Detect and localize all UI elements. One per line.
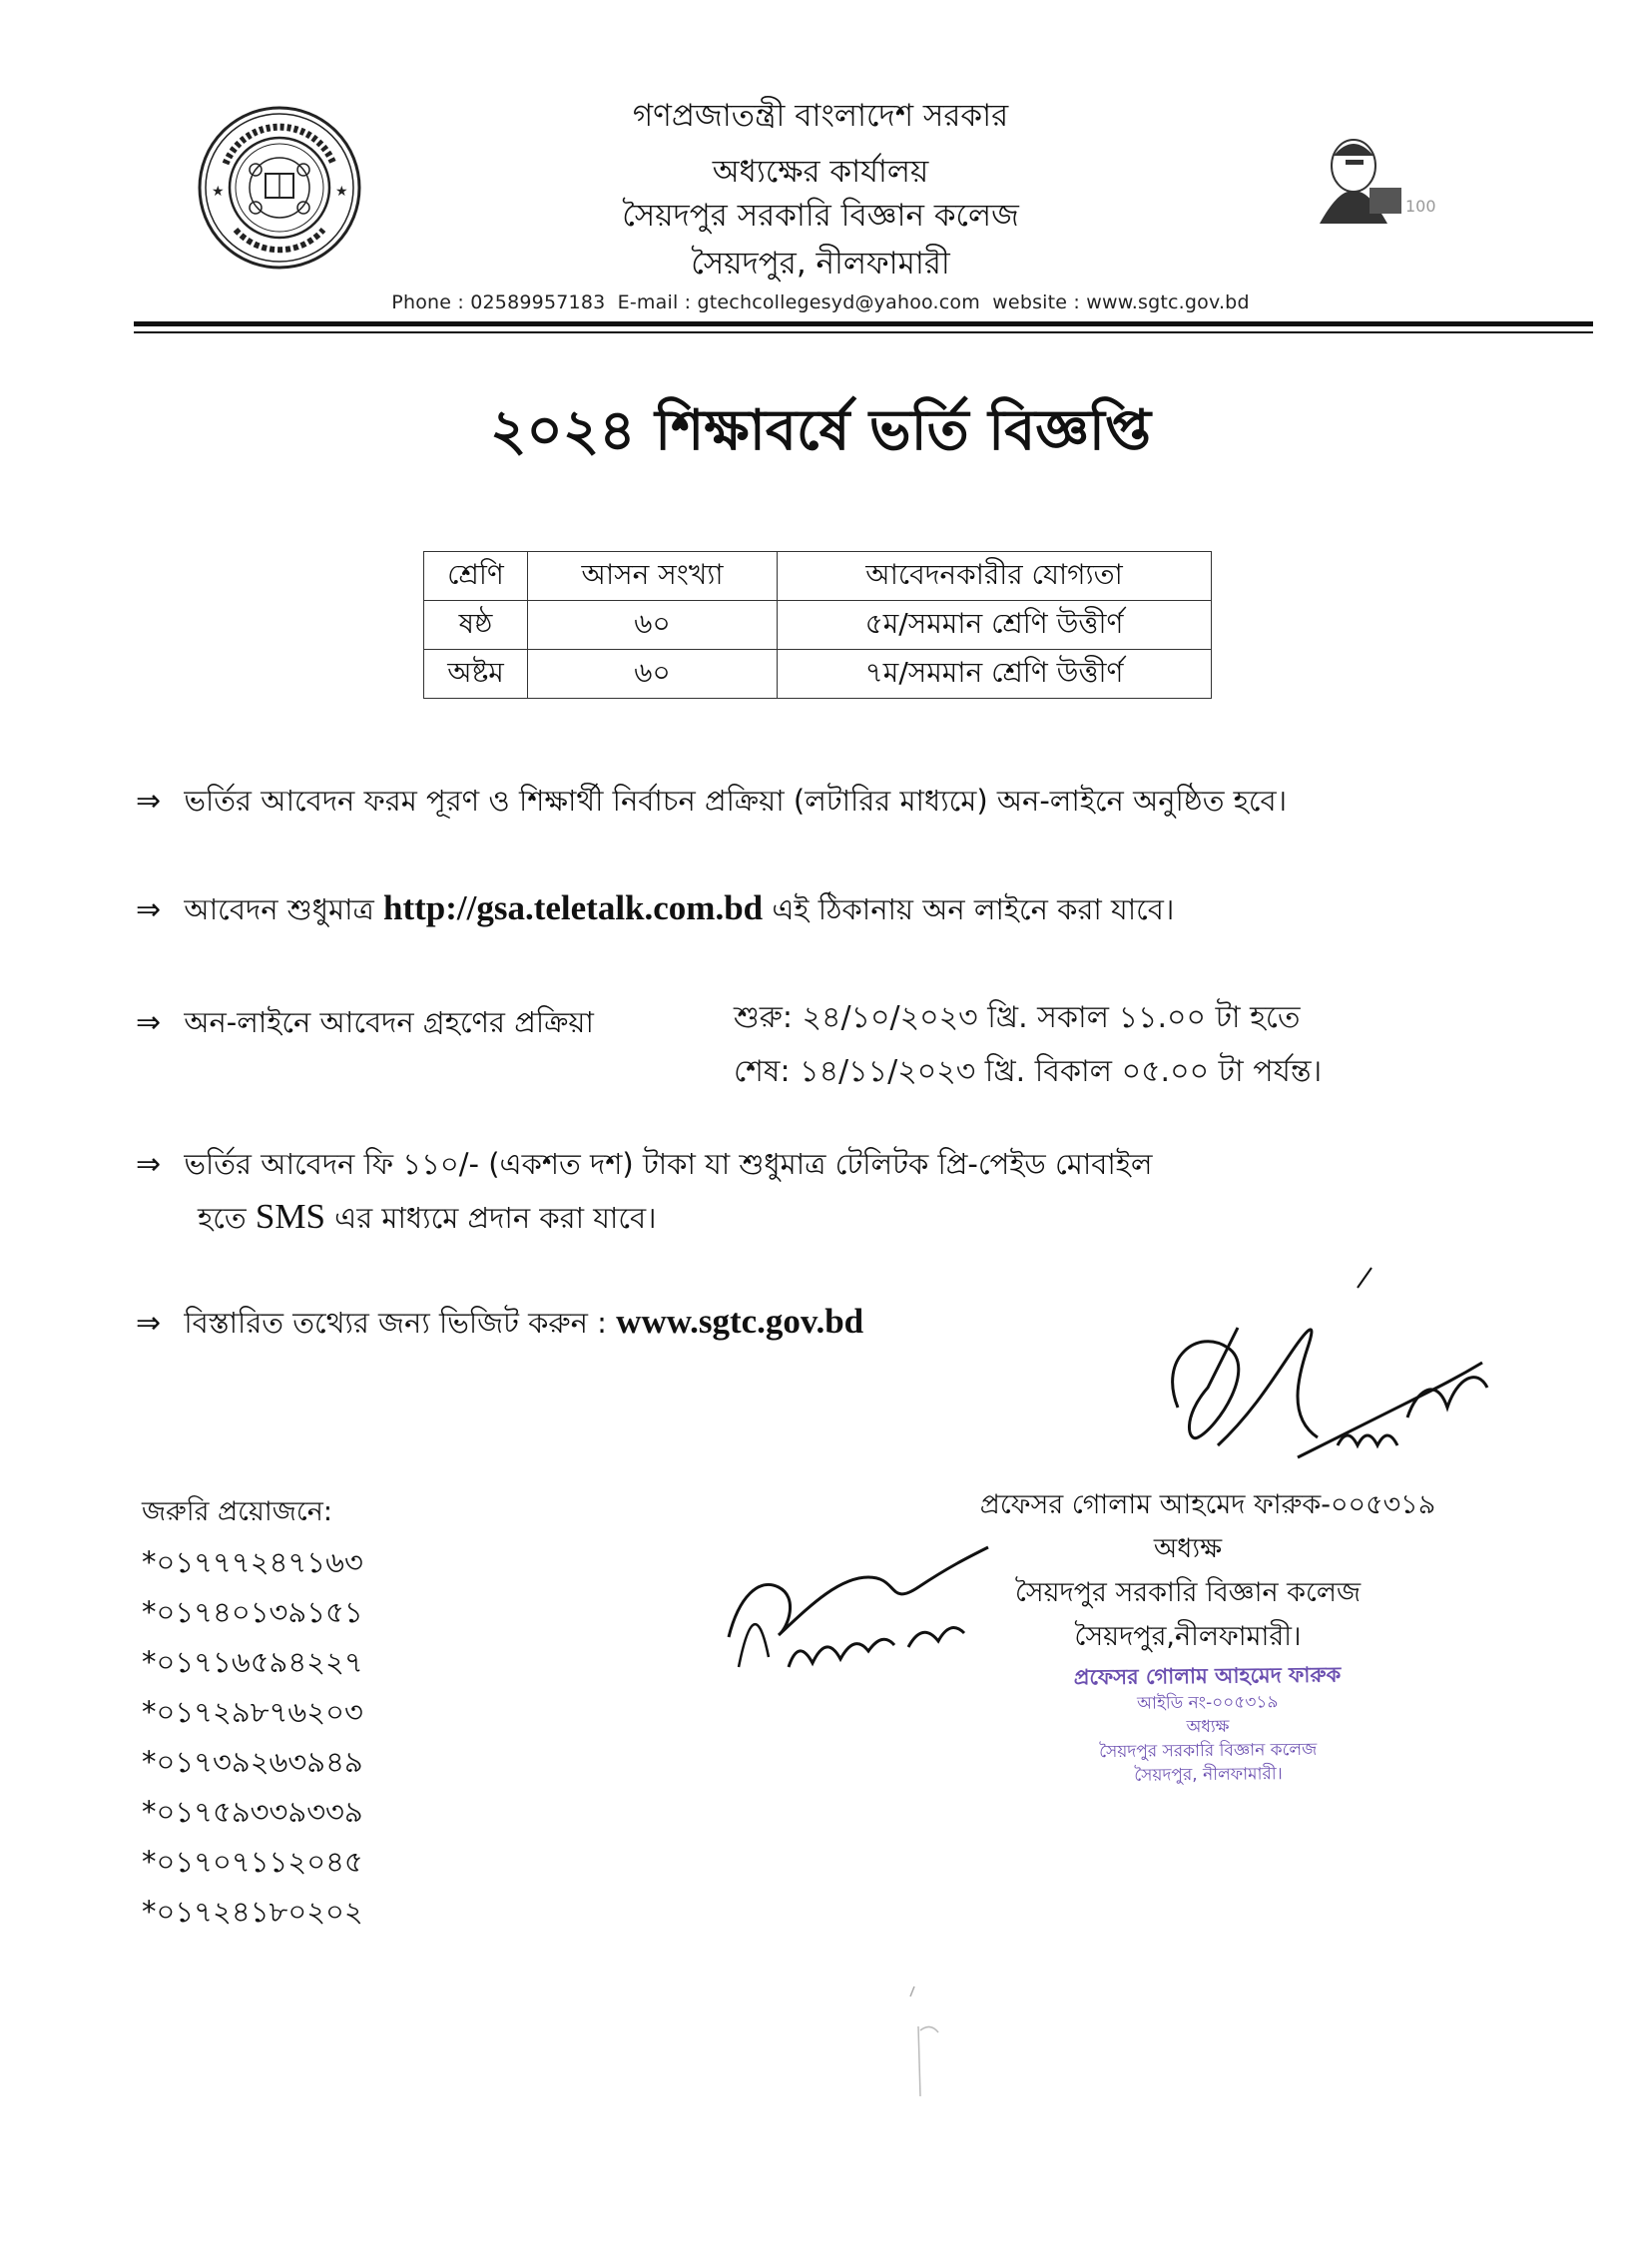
sms-text: SMS: [255, 1197, 325, 1236]
notice-apply-url: [136, 882, 1533, 936]
apply-link[interactable]: http://gsa.teletalk.com.bd: [383, 888, 764, 927]
table-header-cell: আবেদনকারীর যোগ্যতা: [778, 552, 1212, 601]
office-name: অধ্যক্ষের কার্যালয়: [712, 154, 929, 190]
header-divider-thin: [134, 331, 1593, 333]
list-item: *০১৭১৬৫৯৪২২৭: [142, 1645, 363, 1679]
contact-line: [0, 291, 1641, 313]
signatory-block: [878, 1483, 1497, 1659]
table-row: [424, 650, 1212, 699]
svg-text:100: 100: [1405, 197, 1436, 216]
svg-text:★: ★: [212, 184, 225, 200]
notice-text: হতে: [198, 1201, 247, 1235]
list-item: *০১৭২৪১৮০২০২: [142, 1895, 363, 1929]
notice-fee: [136, 1138, 1533, 1244]
arrow-icon: ⇒: [136, 1306, 162, 1341]
table-header-cell: আসন সংখ্যা: [528, 552, 778, 601]
notice-text: এর মাধ্যমে প্রদান করা যাবে।: [334, 1201, 657, 1235]
website-link[interactable]: www.sgtc.gov.bd: [616, 1302, 864, 1341]
list-item: *০১৭৪০১৩৯১৫১: [142, 1595, 363, 1629]
arrow-icon: ⇒: [136, 784, 162, 819]
notice-online-process: [136, 775, 1533, 828]
table-cell: অষ্টম: [424, 650, 528, 699]
notice-text: বিস্তারিত তথ্যের জন্য ভিজিট করুন :: [184, 1306, 607, 1340]
signatory-name: প্রফেসর গোলাম আহমেদ ফারুক-০০৫৩১৯: [979, 1489, 1436, 1520]
college-location: সৈয়দপুর, নীলফামারী: [691, 246, 950, 282]
table-header-cell: শ্রেণি: [424, 552, 528, 601]
table-header-row: [424, 552, 1212, 601]
mujib-100-logo-icon: [1310, 126, 1445, 226]
notice-text: এই ঠিকানায় অন লাইনে করা যাবে।: [772, 892, 1175, 926]
notice-text: অন-লাইনে আবেদন গ্রহণের প্রক্রিয়া: [184, 1005, 594, 1039]
arrow-icon: ⇒: [136, 1005, 162, 1040]
stamp-designation: অধ্যক্ষ: [1186, 1716, 1230, 1738]
list-item: *০১৭৩৯২৬৩৯৪৯: [142, 1745, 363, 1779]
page-title: ২০২৪ শিক্ষাবর্ষে ভর্তি বিজ্ঞপ্তি: [490, 398, 1151, 463]
arrow-icon: ⇒: [136, 1147, 162, 1182]
emergency-label: জরুরি প্রয়োজনে:: [142, 1496, 332, 1527]
notice-text-line2: [136, 1191, 1533, 1244]
pencil-mark: [898, 1986, 958, 2106]
seat-table: [423, 551, 1212, 699]
stamp-id: আইডি নং-০০৫৩১৯: [1137, 1692, 1279, 1714]
schedule-start: শুরু: ২৪/১০/২০২৩ খ্রি. সকাল ১১.০০ টা হতে: [734, 1000, 1301, 1035]
notice-text: ভর্তির আবেদন ফি ১১০/- (একশত দশ) টাকা যা শুধুমাত্র টেলিটক প্রি-পেইড মোবাইল: [184, 1147, 1153, 1181]
signatory-designation: অধ্যক্ষ: [1153, 1533, 1223, 1564]
signatory-location: সৈয়দপুর,নীলফামারী।: [1074, 1621, 1302, 1652]
notice-text: ভর্তির আবেদন ফরম পূরণ ও শিক্ষার্থী নির্বাচন প্রক্রিয়া (লটারির মাধ্যমে) অন-লাইনে অনুষ্ঠিত হবে।: [184, 784, 1288, 818]
stamp-college: সৈয়দপুর সরকারি বিজ্ঞান কলেজ: [1099, 1739, 1318, 1763]
phone-text: Phone : 02589957183: [391, 291, 606, 313]
website-text: website : www.sgtc.gov.bd: [992, 291, 1250, 313]
table-row: [424, 601, 1212, 650]
header-divider: [134, 321, 1593, 326]
svg-text:★: ★: [335, 184, 348, 200]
list-item: *০১৭২৯৮৭৬২০৩: [142, 1695, 363, 1729]
list-item: *০১৭৭৭২৪৭১৬৩: [142, 1545, 363, 1579]
email-text: E-mail : gtechcollegesyd@yahoo.com: [617, 291, 980, 313]
govt-name: গণপ্রজাতন্ত্রী বাংলাদেশ সরকার: [632, 98, 1009, 134]
emergency-phone-list: [142, 1537, 363, 1937]
principal-stamp: [1037, 1659, 1377, 1789]
table-cell: ৬০: [528, 650, 778, 699]
table-cell: ৫ম/সমমান শ্রেণি উত্তীর্ণ: [778, 601, 1212, 650]
table-cell: ষষ্ঠ: [424, 601, 528, 650]
table-cell: ৭ম/সমমান শ্রেণি উত্তীর্ণ: [778, 650, 1212, 699]
list-item: *০১৭০৭১১২০৪৫: [142, 1845, 363, 1879]
college-name: সৈয়দপুর সরকারি বিজ্ঞান কলেজ: [622, 198, 1019, 234]
notice-text: আবেদন শুধুমাত্র: [184, 892, 374, 926]
table-cell: ৬০: [528, 601, 778, 650]
schedule-end: শেষ: ১৪/১১/২০২৩ খ্রি. বিকাল ০৫.০০ টা পর্যন্ত।: [734, 1054, 1323, 1089]
signatory-college: সৈয়দপুর সরকারি বিজ্ঞান কলেজ: [1014, 1577, 1362, 1608]
arrow-icon: ⇒: [136, 892, 162, 927]
stamp-location: সৈয়দপুর, নীলফামারী।: [1134, 1764, 1283, 1786]
list-item: *০১৭৫৯৩৩৯৩৩৯: [142, 1795, 363, 1829]
principal-signature: [1138, 1268, 1517, 1507]
stamp-name: প্রফেসর গোলাম আহমেদ ফারুক: [1073, 1662, 1342, 1690]
